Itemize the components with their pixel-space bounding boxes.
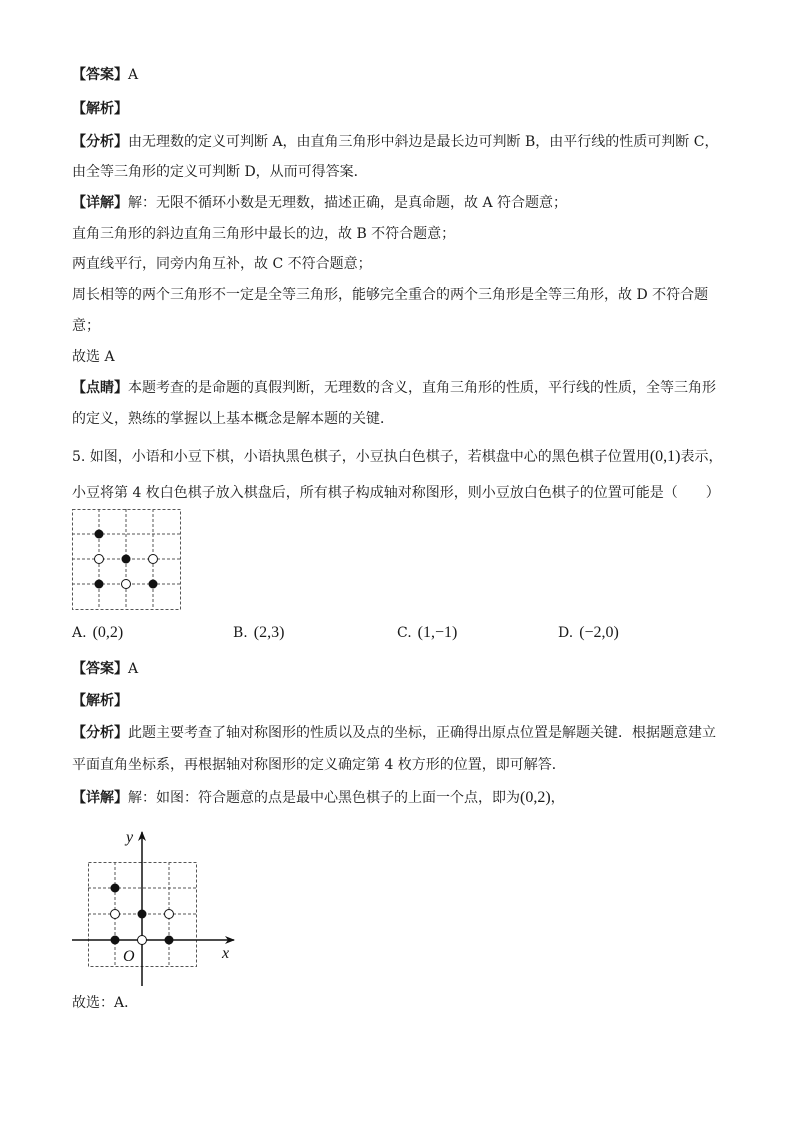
- answer-value: A: [128, 661, 139, 677]
- black-piece: [111, 936, 120, 945]
- xiangjie-line-4: 周长相等的两个三角形不一定是全等三角形，能够完全重合的两个三角形是全等三角形，故 D 不符合题: [72, 287, 709, 303]
- xiangjie-text: 解：如图：符合题意的点是最中心黑色棋子的上面一个点，即为: [128, 790, 520, 806]
- option-d[interactable]: [558, 624, 619, 642]
- xiangjie-line-3: 两直线平行，同旁内角互补，故 C 不符合题意；: [72, 256, 372, 272]
- option-c-value: (1,−1): [417, 624, 458, 641]
- chessboard-figure: [72, 509, 182, 611]
- dianjing-line-1: [72, 379, 716, 397]
- analysis-title-2: 【解析】: [72, 693, 128, 709]
- xiangjie-tag: 【详解】: [72, 790, 128, 806]
- black-piece: [95, 530, 104, 539]
- option-c-label: C.: [397, 625, 412, 641]
- y-axis-label: y: [126, 829, 134, 846]
- fenxi-tag: 【分析】: [72, 725, 128, 741]
- white-piece: [122, 580, 131, 589]
- coordinate-figure: [66, 826, 246, 988]
- xiangjie2-line-1: [72, 789, 565, 807]
- white-piece: [111, 910, 120, 919]
- fenxi-tag: 【分析】: [72, 134, 128, 150]
- analysis-title-1: 【解析】: [72, 101, 128, 117]
- choice-line-2: 故选：A．: [72, 995, 139, 1011]
- xiangjie-coordinate: (0,2): [520, 789, 551, 806]
- fenxi-line-1: [72, 133, 718, 151]
- stem-coordinate: (0,1): [649, 448, 681, 465]
- xiangjie-line-5: 意；: [72, 318, 100, 334]
- answer-line-2: [72, 660, 138, 678]
- stem-text-end: 表示，: [680, 449, 723, 465]
- xiangjie-line-2: 直角三角形的斜边直角三角形中最长的边，故 B 不符合题意；: [72, 226, 456, 242]
- fenxi2-line-1: [72, 724, 716, 742]
- black-piece: [149, 580, 158, 589]
- answer-tag: 【答案】: [72, 67, 128, 83]
- xiangjie-text-end: ，: [550, 790, 565, 806]
- black-piece: [122, 555, 131, 564]
- black-piece: [165, 936, 174, 945]
- black-piece: [111, 884, 120, 893]
- origin-label: O: [123, 948, 135, 965]
- question-stem-line-1: [72, 448, 722, 466]
- dianjing-text: 本题考查的是命题的真假判断，无理数的含义，直角三角形的性质，平行线的性质，全等三角形: [128, 380, 716, 396]
- xiangjie-tag: 【详解】: [72, 195, 128, 211]
- option-d-value: (−2,0): [579, 624, 619, 641]
- fenxi-text: 由无理数的定义可判断 A，由直角三角形中斜边是最长边可判断 B，由平行线的性质可判断 C，: [128, 134, 719, 150]
- answer-value: A: [128, 67, 139, 83]
- white-piece: [95, 555, 104, 564]
- option-a[interactable]: [72, 624, 123, 642]
- x-axis-label: x: [222, 945, 230, 962]
- option-b-label: B.: [233, 625, 248, 641]
- question-stem-line-2: 小豆将第 4 枚白色棋子放入棋盘后，所有棋子构成轴对称图形，则小豆放白色棋子的位置可能是（ ）: [72, 485, 720, 501]
- white-piece: [165, 910, 174, 919]
- fenxi-text: 此题主要考查了轴对称图形的性质以及点的坐标，正确得出原点位置是解题关键．根据题意建立: [128, 725, 716, 741]
- black-piece: [138, 910, 147, 919]
- fenxi-line-2: 由全等三角形的定义可判断 D，从而可得答案．: [72, 164, 368, 180]
- white-piece: [138, 936, 147, 945]
- option-b[interactable]: [233, 624, 284, 642]
- option-d-label: D.: [558, 625, 574, 641]
- option-a-label: A.: [72, 625, 87, 641]
- xiangjie-line-1: [72, 194, 567, 212]
- xiangjie-text: 解：无限不循环小数是无理数，描述正确，是真命题，故 A 符合题意；: [128, 195, 568, 211]
- dianjing-tag: 【点睛】: [72, 380, 128, 396]
- black-piece: [95, 580, 104, 589]
- white-piece: [149, 555, 158, 564]
- option-a-value: (0,2): [92, 624, 124, 641]
- fenxi2-line-2: 平面直角坐标系，再根据轴对称图形的定义确定第 4 枚方形的位置，即可解答．: [72, 757, 566, 773]
- answer-line-1: [72, 66, 138, 84]
- option-c[interactable]: [397, 624, 457, 642]
- stem-text: 5. 如图，小语和小豆下棋，小语执黑色棋子，小豆执白色棋子，若棋盘中心的黑色棋子位置用: [72, 449, 650, 465]
- option-b-value: (2,3): [253, 624, 285, 641]
- choice-line-1: 故选 A: [72, 349, 115, 365]
- answer-tag: 【答案】: [72, 661, 128, 677]
- dianjing-line-2: 的定义，熟练的掌握以上基本概念是解本题的关键．: [72, 411, 394, 427]
